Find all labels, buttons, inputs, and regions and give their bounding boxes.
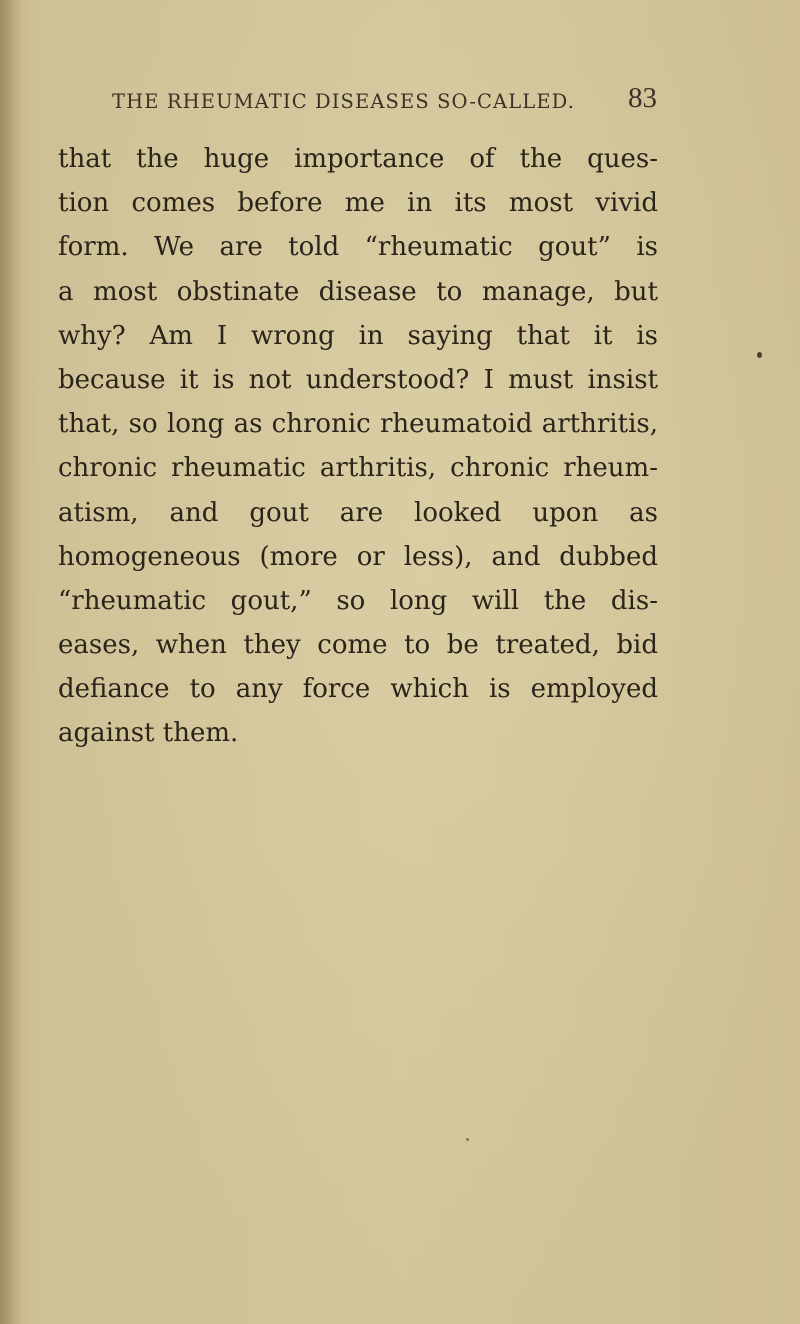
text-line: form. We are told “rheumatic gout” is bbox=[58, 232, 658, 263]
paper-speck bbox=[757, 352, 762, 358]
gutter-shadow bbox=[0, 0, 22, 1324]
text-line: “rheumatic gout,” so long will the dis- bbox=[58, 585, 658, 616]
text-line: atism, and gout are looked upon as bbox=[58, 497, 658, 528]
text-line: that, so long as chronic rheumatoid arthritis, bbox=[58, 409, 658, 440]
body-paragraph bbox=[58, 137, 658, 756]
text-line: defiance to any force which is employed bbox=[58, 674, 658, 705]
text-line: chronic rheumatic arthritis, chronic rheum- bbox=[58, 453, 658, 484]
paper-speck bbox=[466, 1138, 469, 1141]
text-line: homogeneous (more or less), and dubbed bbox=[58, 541, 658, 572]
text-line: a most obstinate disease to manage, but bbox=[58, 276, 658, 307]
text-line: eases, when they come to be treated, bid bbox=[58, 630, 658, 661]
text-line: tion comes before me in its most vivid bbox=[58, 188, 658, 219]
running-head bbox=[112, 78, 657, 118]
running-head-title: THE RHEUMATIC DISEASES SO-CALLED. bbox=[112, 90, 575, 113]
text-line: that the huge importance of the ques- bbox=[58, 144, 658, 174]
page-number: 83 bbox=[628, 82, 657, 114]
text-line: against them. bbox=[58, 718, 239, 749]
text-line: why? Am I wrong in saying that it is bbox=[58, 320, 658, 351]
text-line: because it is not understood? I must insist bbox=[58, 364, 658, 395]
